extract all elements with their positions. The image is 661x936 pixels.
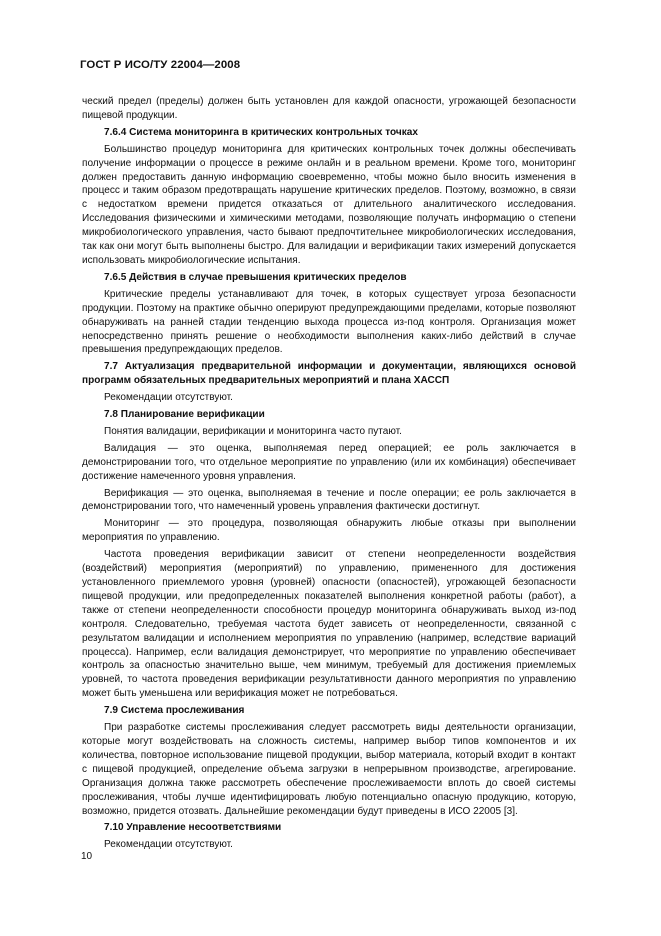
section-heading-7-9: 7.9 Система прослеживания (104, 705, 245, 717)
paragraph-verification-frequency: Частота проведения верификации зависит от степени неопределенности воздействия (воздействий) мероприятия (мероприятий) по управлению, примененного для достижения установленного приемлемого уровня (уровней) опасности (опасностей), угрожающей безопасности пищевой продукции, или предопределенных показателей выполнения конкретной работы (работ), а также от степени неопределенности способности процедур мониторинга обнаруживать выход из-под контроля. Следовательно, требуемая частота будет зависеть от неопределенности, связанной с результатом валидации и исполнением мероприятия по управлению (например, вследствие вариаций процесса). Например, если валидация демонстрирует, что мероприятие по управлению обеспечивает контроль за опасностью значительно выше, чем минимум, требуемый для достижения приемлемых уровней, то частота проведения верификации результативности данного мероприятия по управлению может быть уменьшена или верификация может не потребоваться. (82, 549, 576, 700)
paragraph-validation: Валидация — это оценка, выполняемая перед операцией; ее роль заключается в демонстрировании того, что отдельное мероприятие по управлению (или их комбинация) обеспечивает достижение намеченного уровня управления. (82, 442, 576, 482)
paragraph-monitoring: Большинство процедур мониторинга для критических контрольных точек должны обеспечивать получение информации о процессе в режиме онлайн и в реальном времени. Кроме того, мониторинг должен предоставить данную информацию своевременно, чтобы можно было вносить изменения в процесс и таким образом предотвращать нарушение критических пределов. Поэтому, возможно, в связи с недостатком времени придется отказаться от длительного аналитического исследования. Исследования физическими и химическими методами, позволяющие получать информацию о степени микробиологического управления, часто бывают предпочтительнее микробиологических исследования, так как они могут быть выполнены быстро. Для валидации и верификации таких измерений допускается использовать микробиологические испытания. (82, 143, 576, 266)
paragraph-verification: Верификация — это оценка, выполняемая в течение и после операции; ее роль заключается в демонстрировании того, что намеченный уровень управления фактически достигнут. (82, 487, 576, 513)
section-heading-7-10: 7.10 Управление несоответствиями (104, 822, 282, 834)
section-heading-7-8: 7.8 Планирование верификации (104, 409, 265, 421)
paragraph-traceability: При разработке системы прослеживания следует рассмотреть виды деятельности организации, которые могут воздействовать на сложность системы, например выбор типов компонентов и их количества, повторное использование пищевой продукции, выбор материала, который входит в контакт с пищевой продукцией, определение объема загрузки в непрерывном производстве, агрегирование. Организация должна также рассмотреть обеспечение прослеживаемости вплоть до своей системы прослеживания, чтобы лучше идентифицировать любую потенциально опасную продукцию, которую, возможно, придется отозвать. Дальнейшие рекомендации будут приведены в ИСО 22005 [3]. (82, 722, 576, 817)
paragraph-no-recommendations-7-7: Рекомендации отсутствуют. (104, 392, 233, 404)
paragraph-no-recommendations-7-10: Рекомендации отсутствуют. (104, 839, 233, 851)
section-heading-7-6-4: 7.6.4 Система мониторинга в критических контрольных точках (104, 126, 418, 138)
paragraph-concepts: Понятия валидации, верификации и мониторинга часто путают. (104, 425, 402, 437)
page-number: 10 (81, 851, 93, 862)
document-body (82, 95, 576, 855)
paragraph-monitoring-definition: Мониторинг — это процедура, позволяющая обнаружить любые отказы при выполнении мероприятия по управлению. (82, 518, 576, 544)
paragraph-continuation: ческий предел (пределы) должен быть установлен для каждой опасности, угрожающей безопасности пищевой продукции. (82, 96, 576, 121)
paragraph-critical-limits: Критические пределы устанавливают для точек, в которых существует угроза безопасности продукции. Поэтому на практике обычно оперируют предупреждающими пределами, которые позволяют обнаруживать на ранней стадии тенденцию выхода процесса из-под контроля. Организация может непосредственно принять решение о необходимости выполнения каких-либо действий в случае превышения предупреждающих пределов. (82, 288, 576, 356)
section-heading-7-6-5: 7.6.5 Действия в случае превышения критических пределов (104, 271, 407, 283)
section-heading-7-7: 7.7 Актуализация предварительной информации и документации, являющихся основой программ обязательных предварительных мероприятий и плана ХАССП (82, 361, 576, 387)
document-header: ГОСТ Р ИСО/ТУ 22004—2008 (80, 59, 241, 71)
